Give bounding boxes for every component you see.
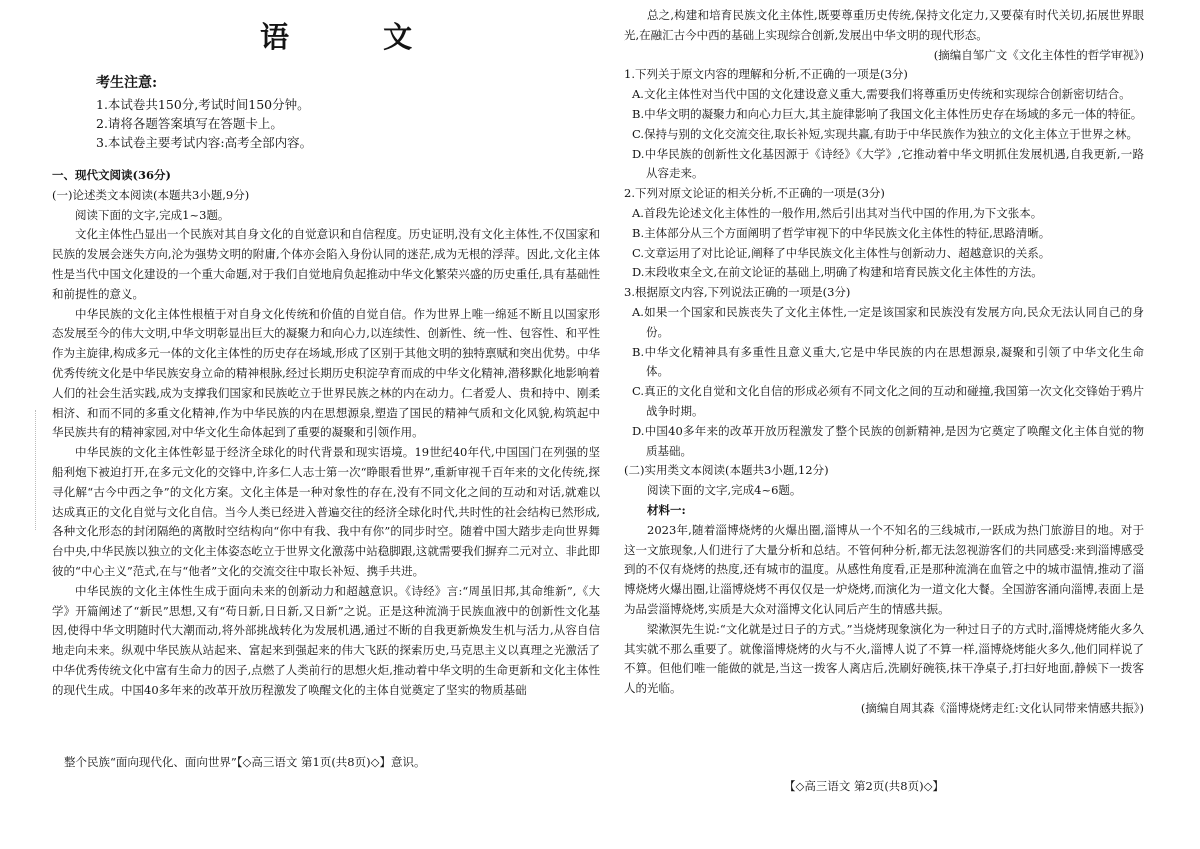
paragraph: 中华民族的文化主体性彰显于经济全球化的时代背景和现实语境。19世纪40年代,中国国门在列强的坚船利炮下被迫打开,在多元文化的交锋中,许多仁人志士第一次“睁眼看世界”,重新审视千百年来的文化传统,探寻化解“古今中西之争”的文化方案。文化主体是一种对象性的存在,没有不同文化之间的互动和对话,就难以达成真正的文化自觉与文化自信。当今人类已经进入普遍交往的经济全球化时代,共时性的社会结构已然形成,各种文化形态的封闭隔绝的离散时空结构向“你中有我、我中有你”的同步时空。随着中国大踏步走向世界舞台中央,中华民族以独立的文化主体姿态屹立于世界文化激荡中站稳脚跟,这就需要我们摒弃二元对立、非此即彼的“中心主义”范式,在与“他者”文化的交流交往中取长补短、携手共进。 bbox=[52, 445, 600, 578]
option: B.中华文明的凝聚力和向心力巨大,其主旋律影响了我国文化主体性历史存在场域的多元一体的特征。 bbox=[632, 106, 1143, 121]
question-3: 3.根据原文内容,下列说法正确的一项是(3分) bbox=[624, 285, 851, 300]
option: C.文章运用了对比论证,阐释了中华民族文化主体性与创新动力、超越意识的关系。 bbox=[632, 245, 1051, 260]
option: D.中国40多年来的改革开放历程激发了整个民族的创新精神,是因为它奠定了唤醒文化主体自觉的物质基础。 bbox=[632, 423, 1144, 458]
option: A.如果一个国家和民族丧失了文化主体性,一定是该国家和民族没有发展方向,民众无法认同自己的身份。 bbox=[632, 304, 1144, 339]
option: B.中华文化精神具有多重性且意义重大,它是中华民族的内在思想源泉,凝聚和引领了中华文化生命体。 bbox=[632, 344, 1144, 379]
source-citation: (摘编自邹广文《文化主体性的哲学审视》) bbox=[933, 47, 1144, 62]
page-2 bbox=[624, 0, 1144, 849]
source-citation: (摘编自周其森《淄博烧烤走红:文化认同带来情感共振》) bbox=[860, 700, 1144, 715]
section-heading: 一、现代文阅读(36分) bbox=[52, 168, 171, 182]
option: C.真正的文化自觉和文化自信的形成必须有不同文化之间的互动和碰撞,我国第一次文化交锋始于鸦片战争时期。 bbox=[632, 384, 1144, 418]
question-1: 1.下列关于原文内容的理解和分析,不正确的一项是(3分) bbox=[624, 67, 908, 82]
option: D.末段收束全文,在前文论证的基础上,明确了构建和培育民族文化主体性的方法。 bbox=[632, 265, 1043, 280]
subsection-heading: (二)实用类文本阅读(本题共3小题,12分) bbox=[624, 463, 829, 478]
instruction: 阅读下面的文字,完成4~6题。 bbox=[647, 483, 802, 498]
exam-title: 语 文 bbox=[260, 20, 455, 54]
notice-item: 2.请将各题答案填写在答题卡上。 bbox=[96, 116, 283, 131]
reading-passage-1 bbox=[52, 166, 600, 701]
page-1 bbox=[52, 0, 600, 849]
page-1-footer: 整个民族“面向现代化、面向世界”【◇高三语文 第1页(共8页)◇】意识。 bbox=[64, 755, 426, 769]
option: B.主体部分从三个方面阐明了哲学审视下的中华民族文化主体性的特征,思路清晰。 bbox=[632, 225, 1051, 240]
notice-box bbox=[96, 74, 312, 152]
passage-ending: 总之,构建和培育民族文化主体性,既要尊重历史传统,保持文化定力,又要葆有时代关切,拓展世界眼光,在融汇古今中西的基础上实现综合创新,发展出中华文明的现代形态。 bbox=[624, 8, 1144, 42]
paragraph: 文化主体性凸显出一个民族对其自身文化的自觉意识和自信程度。历史证明,没有文化主体性,不仅国家和民族的发展会迷失方向,沦为强势文明的附庸,个体亦会陷入身份认同的迷茫,成为无根的浮萍。因此,文化主体性是当代中国文化建设的一个重大命题,对于我们自觉地肩负起推动中华文化繁荣兴盛的历史重任,具有基础性和前提性的意义。 bbox=[52, 227, 600, 301]
option: D.中华民族的创新性文化基因源于《诗经》《大学》,它推动着中华文明抓住发展机遇,自我更新,一路从容走来。 bbox=[632, 146, 1144, 181]
subsection-heading: (一)论述类文本阅读(本题共3小题,9分) bbox=[52, 187, 250, 202]
page-2-footer: 【◇高三语文 第2页(共8页)◇】 bbox=[784, 779, 944, 793]
paragraph: 2023年,随着淄博烧烤的火爆出圈,淄博从一个不知名的三线城市,一跃成为热门旅游目的地。对于这一文旅现象,人们进行了大量分析和总结。不管何种分析,都无法忽视游客们的共同感受:来到淄博感受到的不仅有烧烤的热度,还有城市的温度。从感性角度看,正是那种流淌在血管之中的城市温情,推动了淄博烧烤火爆出圈,让淄博烧烤不再仅仅是一炉烧烤,而演化为一道文化大餐。全国游客涌向淄博,表面上是为品尝淄博烧烤,实质是大众对淄博文化认同后产生的情感共振。 bbox=[624, 522, 1144, 616]
binding-line bbox=[35, 410, 36, 530]
instruction: 阅读下面的文字,完成1~3题。 bbox=[75, 207, 230, 222]
notice-item: 1.本试卷共150分,考试时间150分钟。 bbox=[96, 97, 310, 112]
notice-heading: 考生注意: bbox=[96, 75, 158, 91]
option: A.文化主体性对当代中国的文化建设意义重大,需要我们将尊重历史传统和实现综合创新密切结合。 bbox=[632, 87, 1131, 102]
option: C.保持与别的文化交流交往,取长补短,实现共赢,有助于中华民族作为独立的文化主体立于世界之林。 bbox=[632, 126, 1139, 141]
notice-item: 3.本试卷主要考试内容:高考全部内容。 bbox=[96, 135, 313, 150]
paragraph: 梁漱溟先生说:“文化就是过日子的方式。”当烧烤现象演化为一种过日子的方式时,淄博烧烤能火多久其实就不那么重要了。就像淄博烧烤的火与不火,淄博人说了不算一样,淄博烧烤能火多久,他们同样说了不算。但他们唯一能做的就是,当这一拨客人离店后,洗刷好碗筷,抹干净桌子,打扫好地面,静候下一拨客人的光临。 bbox=[624, 621, 1144, 696]
question-2: 2.下列对原文论证的相关分析,不正确的一项是(3分) bbox=[624, 186, 885, 201]
paragraph: 中华民族的文化主体性根植于对自身文化传统和价值的自觉自信。作为世界上唯一绵延不断且以国家形态发展至今的伟大文明,中华文明彰显出巨大的凝聚力和向心力,以连续性、创新性、统一性、包容性、和平性作为主旋律,构成多元一体的文化主体性的历史存在场域,形成了区别于其他文明的独特禀赋和突出优势。中华优秀传统文化是中华民族安身立命的精神根脉,经过长期历史积淀孕育而成的中华文化精神,潜移默化地影响着人们的社会生活实践,成为支撑我们国家和民族屹立于世界民族之林的内在动力。仁者爱人、贵和持中、刚柔相济、和而不同的多重文化精神,作为中华民族的内在思想源泉,塑造了国民的精神气质和文化风貌,构筑起中华民族共有的精神家园,对中华文化生命体起到了重要的凝聚和引领作用。 bbox=[52, 306, 600, 440]
option: A.首段先论述文化主体性的一般作用,然后引出其对当代中国的作用,为下文张本。 bbox=[632, 205, 1043, 220]
page-2-content bbox=[624, 6, 1144, 719]
material-label: 材料一: bbox=[647, 502, 686, 517]
paragraph: 中华民族的文化主体性生成于面向未来的创新动力和超越意识。《诗经》言:“周虽旧邦,其命维新”,《大学》开篇阐述了“新民”思想,又有“苟日新,日日新,又日新”之说。正是这种流淌于民族血液中的创新性文化基因,使得中华文明随时代大潮而动,将外部挑战转化为发展机遇,通过不断的自我更新焕发生机与活力,从容自信地走向未来。纵观中华民族从站起来、富起来到强起来的伟大飞跃的探索历史,马克思主义以真理之光激活了中华优秀传统文化中富有生命力的因子,点燃了人类前行的思想火炬,推动着中华文明的生命更新和文化主体性的现代生成。中国40多年来的改革开放历程激发了唤醒文化的主体自觉奠定了坚实的物质基础 bbox=[52, 583, 600, 697]
